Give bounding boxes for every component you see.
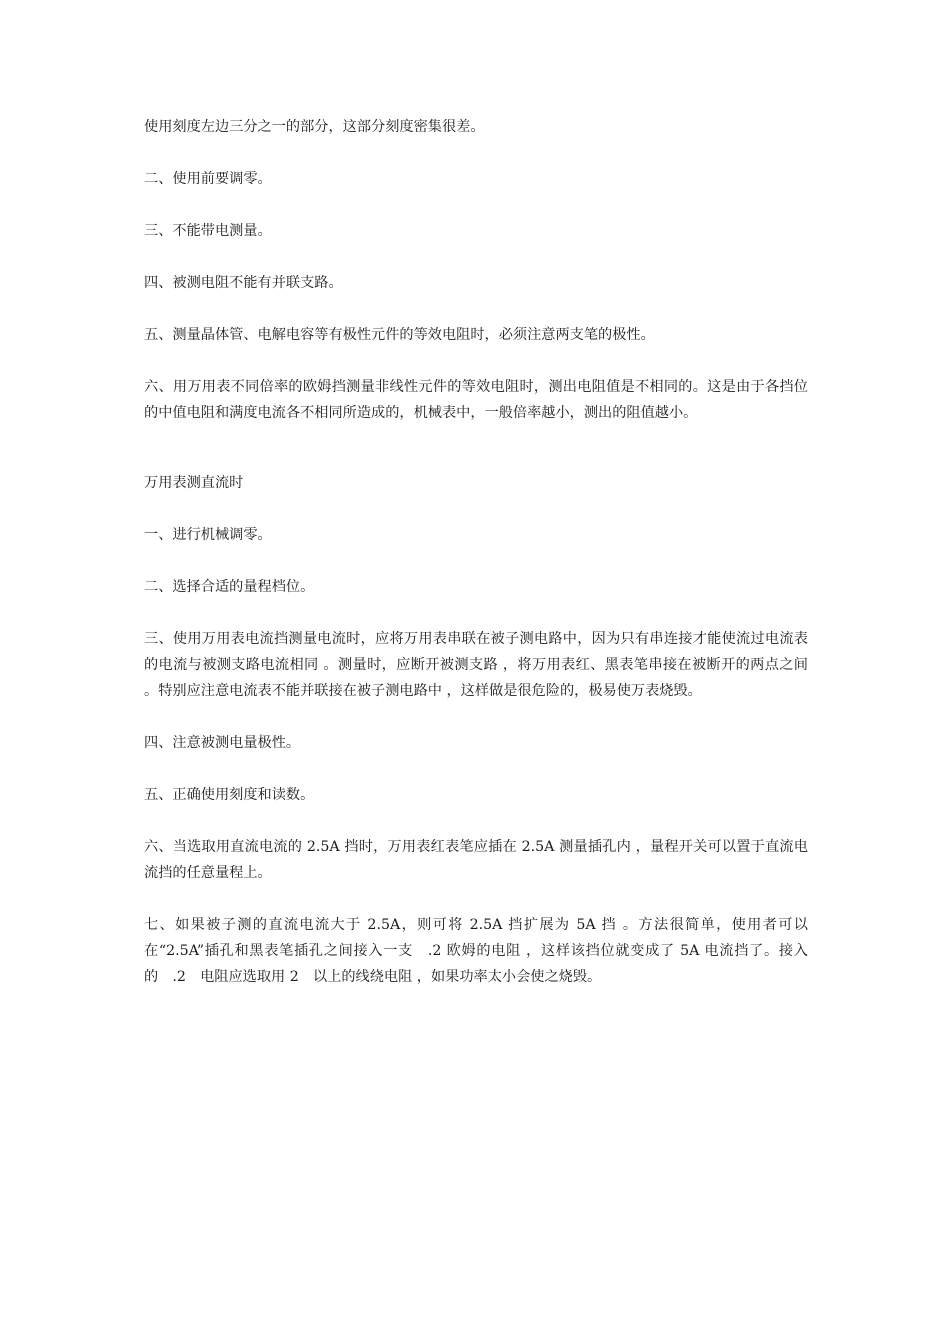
section-heading: 万用表测直流时 bbox=[144, 475, 244, 491]
paragraph: 三、不能带电测量。 bbox=[144, 223, 272, 239]
document-body bbox=[144, 114, 808, 1016]
paragraph: 四、被测电阻不能有并联支路。 bbox=[144, 275, 343, 291]
paragraph: 五、测量晶体管、电解电容等有极性元件的等效电阻时，必须注意两支笔的极性。 bbox=[144, 327, 655, 343]
paragraph: 一、进行机械调零。 bbox=[144, 527, 272, 543]
paragraph: 七、如果被子测的直流电流大于 2.5A，则可将 2.5A 挡扩展为 5A 挡 。方法很简单，使用者可以在“2.5A”插孔和黑表笔插孔之间接入一支 .2 欧姆的电阻 ，这样该挡位就变成了 5A 电流挡了。接入的 .2 电阻应选取用 2 以上的线绕电阻 ，如果功率太小会使之烧毁。 bbox=[144, 917, 808, 985]
paragraph: 六、用万用表不同倍率的欧姆挡测量非线性元件的等效电阻时，测出电阻值是不相同的。这是由于各挡位的中值电阻和满度电流各不相同所造成的，机械表中，一般倍率越小，测出的阻值越小。 bbox=[144, 379, 808, 421]
paragraph: 三、使用万用表电流挡测量电流时，应将万用表串联在被子测电路中，因为只有串连接才能使流过电流表的电流与被测支路电流相同 。测量时，应断开被测支路 ，将万用表红、黑表笔串接在被断开的两点之间 。特别应注意电流表不能并联接在被子测电路中 ，这样做是很危险的，极易使万表烧毁。 bbox=[144, 631, 808, 699]
paragraph: 五、正确使用刻度和读数。 bbox=[144, 787, 315, 803]
paragraph: 二、选择合适的量程档位。 bbox=[144, 579, 315, 595]
paragraph: 使用刻度左边三分之一的部分，这部分刻度密集很差。 bbox=[144, 119, 485, 135]
paragraph: 四、注意被测电量极性。 bbox=[144, 735, 301, 751]
paragraph: 六、当选取用直流电流的 2.5A 挡时，万用表红表笔应插在 2.5A 测量插孔内 ，量程开关可以置于直流电流挡的任意量程上。 bbox=[144, 839, 808, 881]
paragraph: 二、使用前要调零。 bbox=[144, 171, 272, 187]
